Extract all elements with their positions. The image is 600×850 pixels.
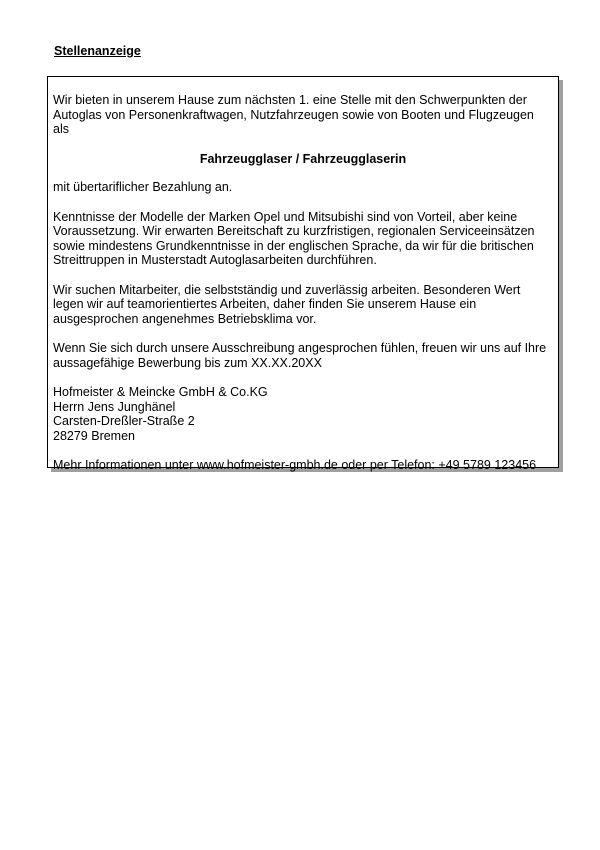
- job-title: Fahrzeugglaser / Fahrzeugglaserin: [199, 151, 407, 166]
- city-postal: 28279 Bremen: [53, 428, 136, 443]
- company-name: Hofmeister & Meincke GmbH & Co.KG: [53, 385, 268, 399]
- requirements-paragraph: Kenntnisse der Modelle der Marken Opel und Mitsubishi sind von Vorteil, aber keine Voraussetzung. Wir erwarten Bereitschaft zu kurzfristigen, regionalen Serviceeinsätzen sowie mindestens Grundkenntnisse in der englischen Sprache, da wir für die britischen Streittruppen in Musterstadt Autoglasarbeiten durchführen.: [53, 209, 535, 267]
- page-heading: Stellenanzeige: [54, 44, 141, 58]
- contact-person: Herrn Jens Junghänel: [53, 399, 176, 414]
- team-paragraph: Wir suchen Mitarbeiter, die selbstständig und zuverlässig arbeiten. Besonderen Wert legen wir auf teamorientiertes Arbeiten, daher finden Sie unserem Hause ein ausgesprochen angenehmes Betriebsklima vor.: [53, 282, 521, 326]
- application-paragraph: Wenn Sie sich durch unsere Ausschreibung angesprochen fühlen, freuen wir uns auf Ihre aussagefähige Bewerbung bis zum XX.XX.20XX: [53, 341, 547, 370]
- intro-paragraph: Wir bieten in unserem Hause zum nächsten 1. eine Stelle mit den Schwerpunkten der Autoglas von Personenkraftwagen, Nutzfahrzeugen sowie von Booten und Flugzeugen als: [53, 93, 534, 136]
- contact-address: [53, 385, 553, 443]
- more-info-paragraph: Mehr Informationen unter www.hofmeister-gmbh.de oder per Telefon: +49 5789 123456: [53, 458, 537, 472]
- job-ad-box: [47, 76, 559, 472]
- street-address: Carsten-Dreßler-Straße 2: [53, 414, 195, 428]
- salary-paragraph: mit übertariflicher Bezahlung an.: [53, 180, 233, 194]
